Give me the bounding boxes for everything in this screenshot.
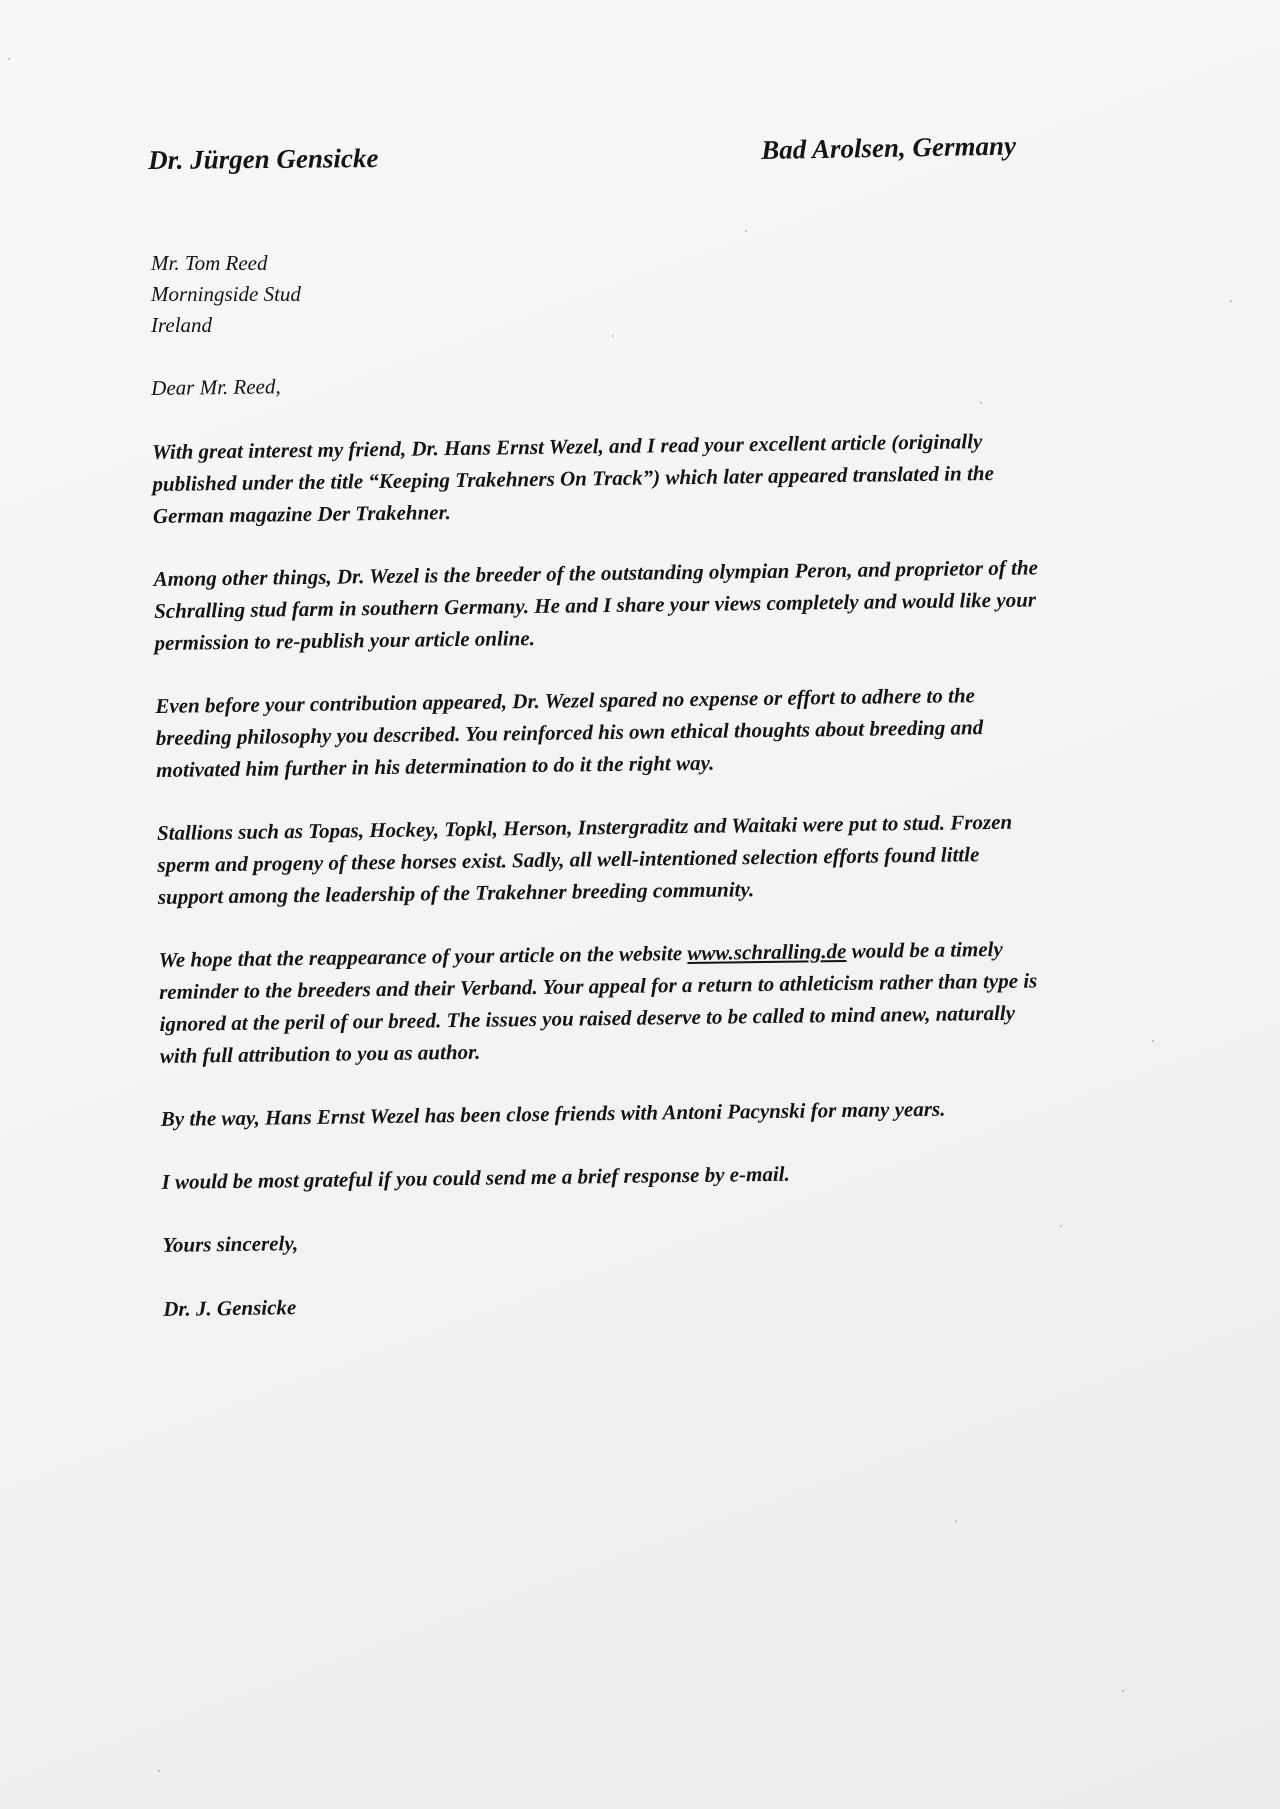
paragraph-line: ignored at the peril of our breed. The issues you raised deserve to be called to mind anew, naturally	[159, 1000, 1016, 1036]
paragraph-friendship	[161, 1090, 1186, 1135]
letter-body	[151, 359, 1189, 1356]
signature: Dr. J. Gensicke	[163, 1295, 297, 1321]
paragraph-line: reminder to the breeders and their Verband. Your appeal for a return to athleticism rather than type is	[158, 968, 1038, 1004]
sender-location: Bad Arolsen, Germany	[761, 130, 1017, 165]
recipient-address	[151, 248, 301, 341]
recipient-country: Ireland	[151, 313, 213, 337]
closing: Yours sincerely,	[162, 1231, 299, 1257]
paragraph-line: breeding philosophy you described. You reinforced his own ethical thoughts about breeding and	[155, 715, 984, 750]
paragraph-republish-request	[154, 550, 1180, 659]
salutation: Dear Mr. Reed,	[151, 374, 281, 400]
scan-speck	[1230, 300, 1232, 302]
paragraph-response-request	[161, 1153, 1186, 1198]
scan-speck	[1122, 1690, 1124, 1692]
paragraph-line: with full attribution to you as author.	[159, 1039, 481, 1068]
paragraph-line: permission to re-publish your article online.	[154, 625, 536, 655]
recipient-name: Mr. Tom Reed	[151, 251, 268, 275]
scan-speck	[8, 58, 10, 60]
paragraph-line: support among the leadership of the Trakehner breeding community.	[157, 877, 755, 909]
scan-speck	[612, 335, 614, 337]
recipient-organization: Morningside Stud	[151, 282, 301, 306]
paragraph-line: motivated him further in his determination to do it the right way.	[156, 750, 715, 782]
paragraph-line: Among other things, Dr. Wezel is the breeder of the outstanding olympian Peron, and proprietor of the	[153, 555, 1039, 591]
paragraph-line: Stallions such as Topas, Hockey, Topkl, Herson, Instergraditz and Waitaki were put to stud. Frozen	[156, 809, 1013, 845]
scan-speck	[745, 230, 747, 232]
scan-speck	[955, 1520, 957, 1522]
website-link[interactable]: www.schralling.de	[687, 938, 847, 966]
paragraph-article-interest	[152, 423, 1178, 532]
paragraph-line: Even before your contribution appeared, Dr. Wezel spared no expense or effort to adhere to the	[155, 683, 976, 718]
paragraph-breeding-philosophy	[155, 677, 1181, 786]
line-text-after-link: would be a timely	[846, 936, 1003, 963]
paragraph-line: published under the title “Keeping Trakehners On Track”) which later appeared translated in the	[152, 460, 994, 496]
paragraph-stallions	[157, 804, 1183, 913]
scan-speck	[158, 1770, 160, 1772]
paragraph-line: Schralling stud farm in southern Germany. He and I share your views completely and would like your	[153, 587, 1037, 623]
line-text-before-link: We hope that the reappearance of your article on the website	[158, 941, 688, 972]
paragraph-line: By the way, Hans Ernst Wezel has been close friends with Antoni Pacynski for many years.	[160, 1096, 946, 1131]
paragraph-website	[158, 931, 1185, 1072]
paragraph-line: German magazine Der Trakehner.	[152, 500, 451, 528]
paragraph-line: With great interest my friend, Dr. Hans Ernst Wezel, and I read your excellent article (originally	[151, 429, 983, 464]
paragraph-line: sperm and progeny of these horses exist. Sadly, all well-intentioned selection efforts found little	[157, 842, 980, 877]
paragraph-line: I would be most grateful if you could send me a brief response by e-mail.	[161, 1161, 790, 1194]
sender-name: Dr. Jürgen Gensicke	[148, 142, 379, 175]
